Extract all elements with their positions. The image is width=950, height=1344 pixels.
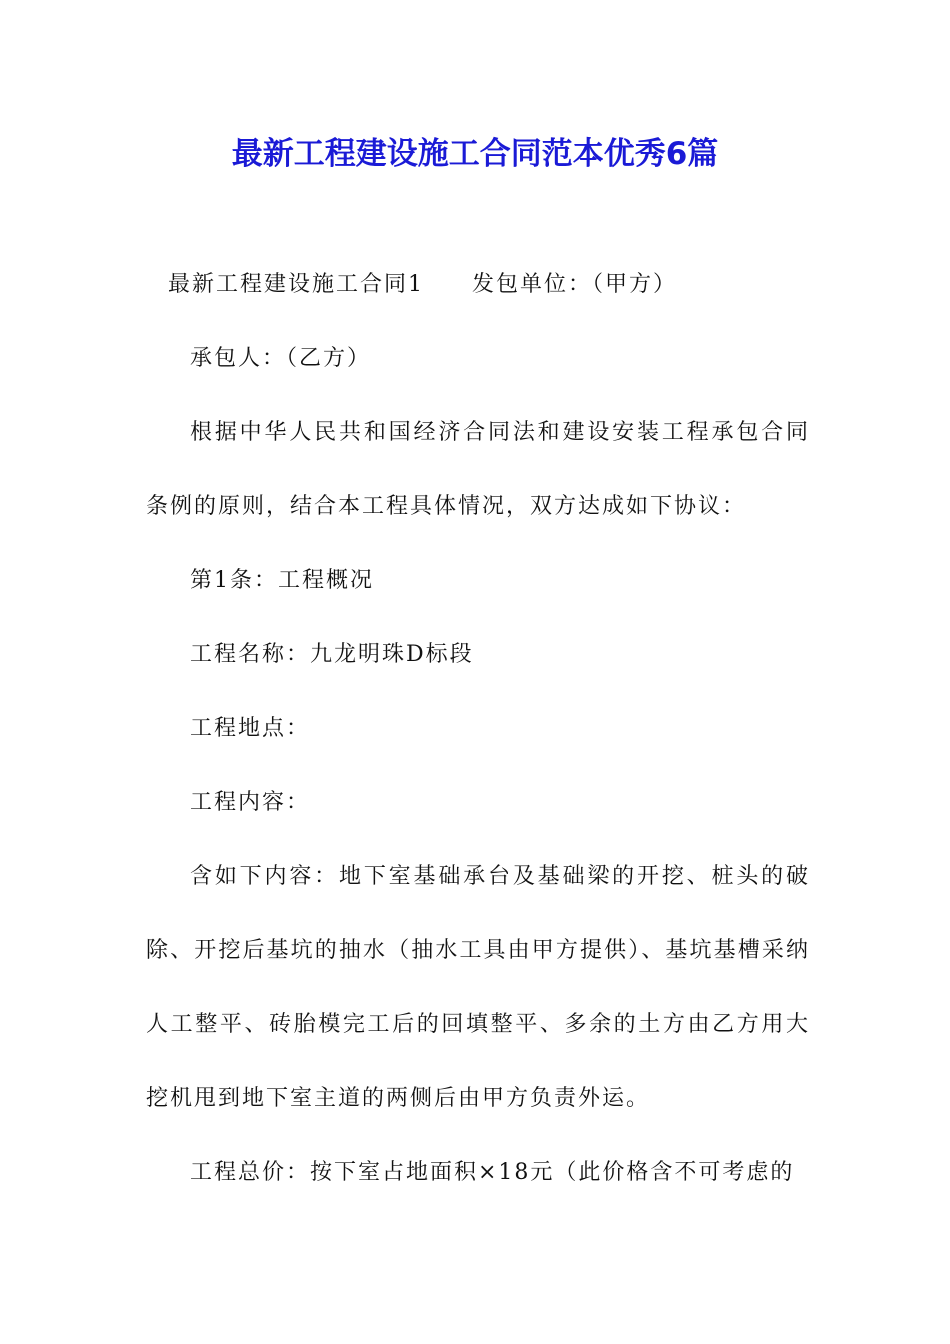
content-detail-paragraph: 含如下内容：地下室基础承台及基础梁的开挖、桩头的破除、开挖后基坑的抽水（抽水工具由甲方提供）、基坑基槽采纳人工整平、砖胎模完工后的回填整平、多余的土方由乙方用大挖机甩到地下室主道的两侧后由甲方负责外运。 [146, 864, 810, 1111]
party-a-label: 发包单位：（甲方） [472, 272, 678, 297]
document-title: 最新工程建设施工合同范本优秀6篇 [231, 136, 719, 172]
total-price-paragraph: 工程总价：按下室占地面积×18元（此价格含不可考虑的 [190, 1160, 795, 1185]
intro-line [146, 248, 810, 322]
basis-paragraph: 根据中华人民共和国经济合同法和建设安装工程承包合同条例的原则，结合本工程具体情况，双方达成如下协议： [146, 420, 810, 519]
party-b-paragraph: 承包人：（乙方） [190, 346, 372, 371]
project-content-paragraph: 工程内容： [190, 790, 311, 815]
project-location-paragraph: 工程地点： [190, 716, 311, 741]
article-1-heading: 第1条：工程概况 [190, 568, 374, 593]
contract-heading: 最新工程建设施工合同1 [168, 272, 424, 297]
document-body [146, 248, 810, 1210]
project-name-paragraph: 工程名称：九龙明珠D标段 [190, 642, 474, 667]
